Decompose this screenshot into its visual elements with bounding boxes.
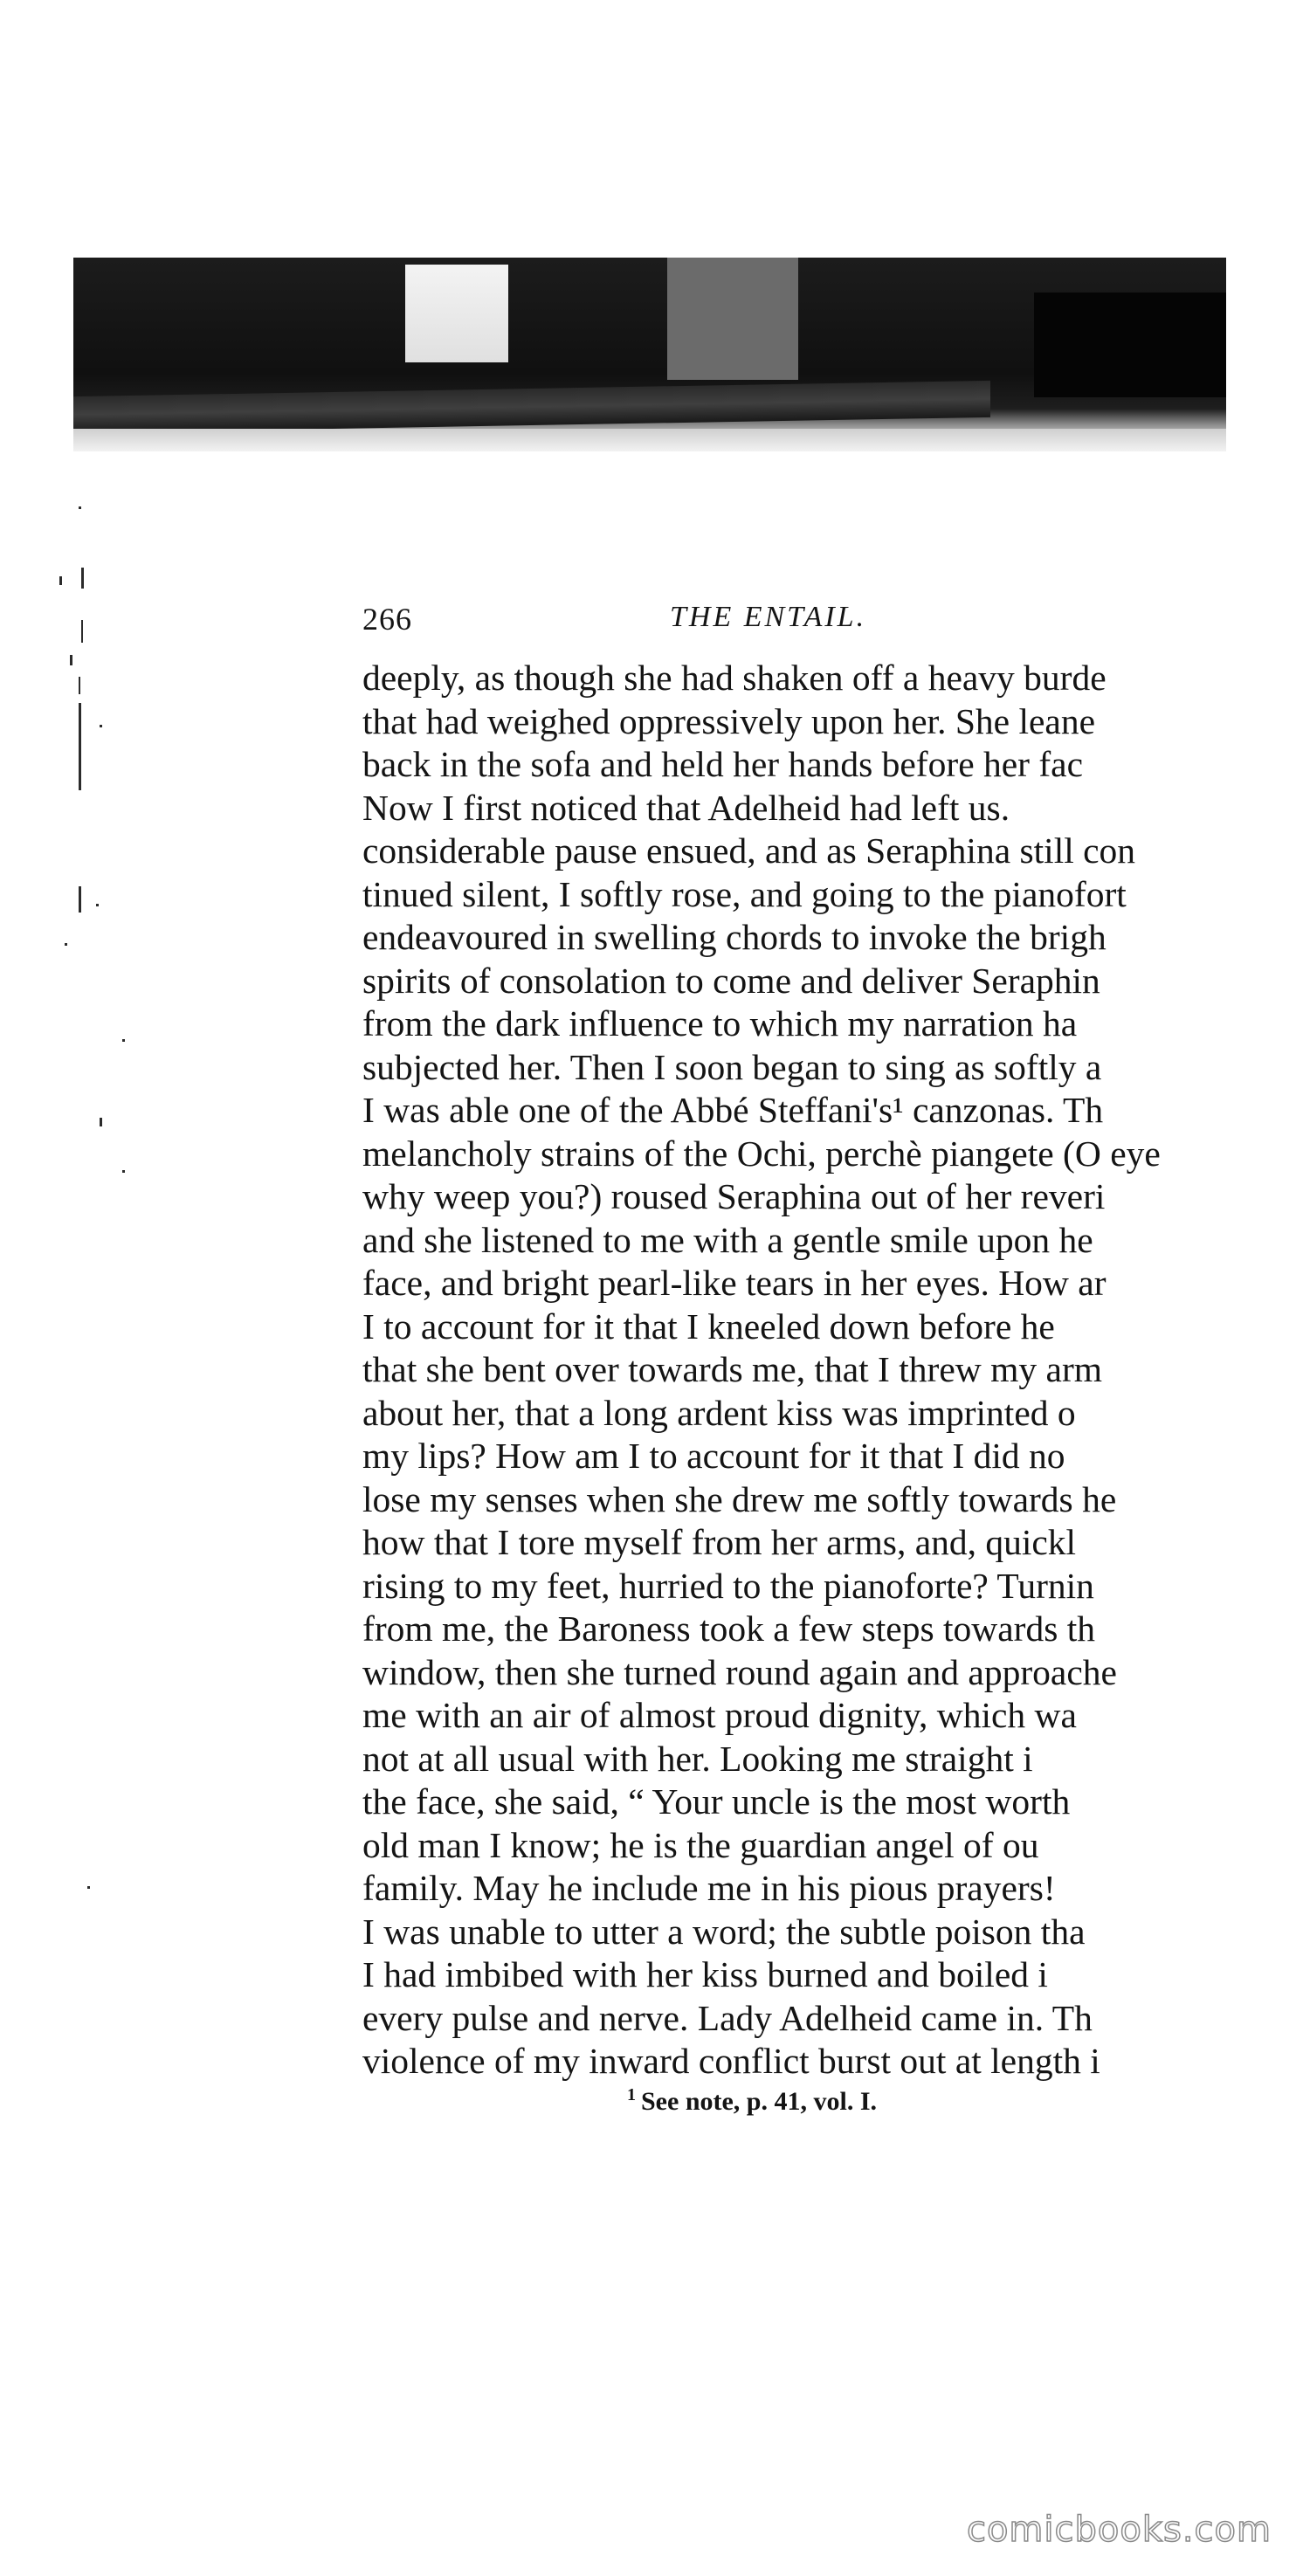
text-line: lose my senses when she drew me softly towards he bbox=[362, 1478, 1117, 1519]
text-line: and she listened to me with a gentle smile upon he bbox=[362, 1219, 1093, 1260]
text-line: I was able one of the Abbé Steffani's¹ canzonas. Th bbox=[362, 1090, 1104, 1130]
text-line: subjected her. Then I soon began to sing as softly a bbox=[362, 1046, 1102, 1087]
text-line: violence of my inward conflict burst out at length i bbox=[362, 2041, 1100, 2081]
margin-specks bbox=[52, 489, 131, 2148]
text-line: face, and bright pearl-like tears in her eyes. How ar bbox=[362, 1263, 1107, 1303]
text-line: from me, the Baroness took a few steps towards th bbox=[362, 1608, 1096, 1649]
text-line: old man I know; he is the guardian angel of ou bbox=[362, 1824, 1039, 1865]
footnote-marker: 1 bbox=[627, 2085, 636, 2104]
text-line: family. May he include me in his pious prayers! bbox=[362, 1868, 1056, 1908]
scan-highlight bbox=[405, 265, 508, 362]
text-line: deeply, as though she had shaken off a heavy burde bbox=[362, 658, 1107, 698]
text-line: my lips? How am I to account for it that I did no bbox=[362, 1436, 1065, 1476]
text-line: considerable pause ensued, and as Seraphina still con bbox=[362, 830, 1136, 871]
text-line: I had imbibed with her kiss burned and boiled i bbox=[362, 1954, 1048, 1994]
text-line: window, then she turned round again and approache bbox=[362, 1651, 1117, 1692]
scanned-page-edge bbox=[73, 258, 1226, 451]
text-line: why weep you?) roused Seraphina out of her reveri bbox=[362, 1176, 1106, 1216]
text-line: I was unable to utter a word; the subtle poison tha bbox=[362, 1911, 1086, 1952]
text-line: me with an air of almost proud dignity, which wa bbox=[362, 1695, 1077, 1735]
page-number: 266 bbox=[362, 602, 412, 637]
text-line: every pulse and nerve. Lady Adelheid came in. Th bbox=[362, 1997, 1093, 2038]
scan-dark-area bbox=[1034, 293, 1226, 397]
text-line: endeavoured in swelling chords to invoke the brigh bbox=[362, 917, 1107, 957]
text-line: spirits of consolation to come and deliver Seraphin bbox=[362, 960, 1100, 1001]
text-line: melancholy strains of the Ochi, perchè piangete (O eye bbox=[362, 1133, 1161, 1174]
text-line: back in the sofa and held her hands before her fac bbox=[362, 744, 1084, 784]
text-line: Now I first noticed that Adelheid had left us. bbox=[362, 787, 1010, 828]
running-head bbox=[362, 601, 1223, 639]
footnote-text: See note, p. 41, vol. I. bbox=[641, 2087, 877, 2116]
text-line: rising to my feet, hurried to the pianoforte? Turnin bbox=[362, 1565, 1094, 1606]
text-line: not at all usual with her. Looking me straight i bbox=[362, 1738, 1033, 1779]
text-line: I to account for it that I kneeled down before he bbox=[362, 1305, 1055, 1347]
footnote bbox=[627, 2085, 877, 2117]
text-line: tinued silent, I softly rose, and going to the pianofort bbox=[362, 873, 1127, 914]
watermark: comicbooks.com bbox=[966, 2510, 1272, 2550]
scan-strip bbox=[73, 381, 990, 433]
running-title: THE ENTAIL. bbox=[670, 601, 867, 633]
body-text bbox=[362, 657, 1223, 2106]
text-line: the face, she said, “ Your uncle is the most worth bbox=[362, 1781, 1071, 1822]
scan-shadow bbox=[667, 258, 798, 380]
text-line: how that I tore myself from her arms, and, quickl bbox=[362, 1522, 1077, 1562]
text-line: about her, that a long ardent kiss was imprinted o bbox=[362, 1392, 1076, 1433]
text-line: that she bent over towards me, that I threw my arm bbox=[362, 1349, 1103, 1389]
text-line: from the dark influence to which my narration ha bbox=[362, 1003, 1078, 1043]
text-line: that had weighed oppressively upon her. She leane bbox=[362, 700, 1095, 741]
scan-bottom-edge bbox=[73, 429, 1226, 451]
